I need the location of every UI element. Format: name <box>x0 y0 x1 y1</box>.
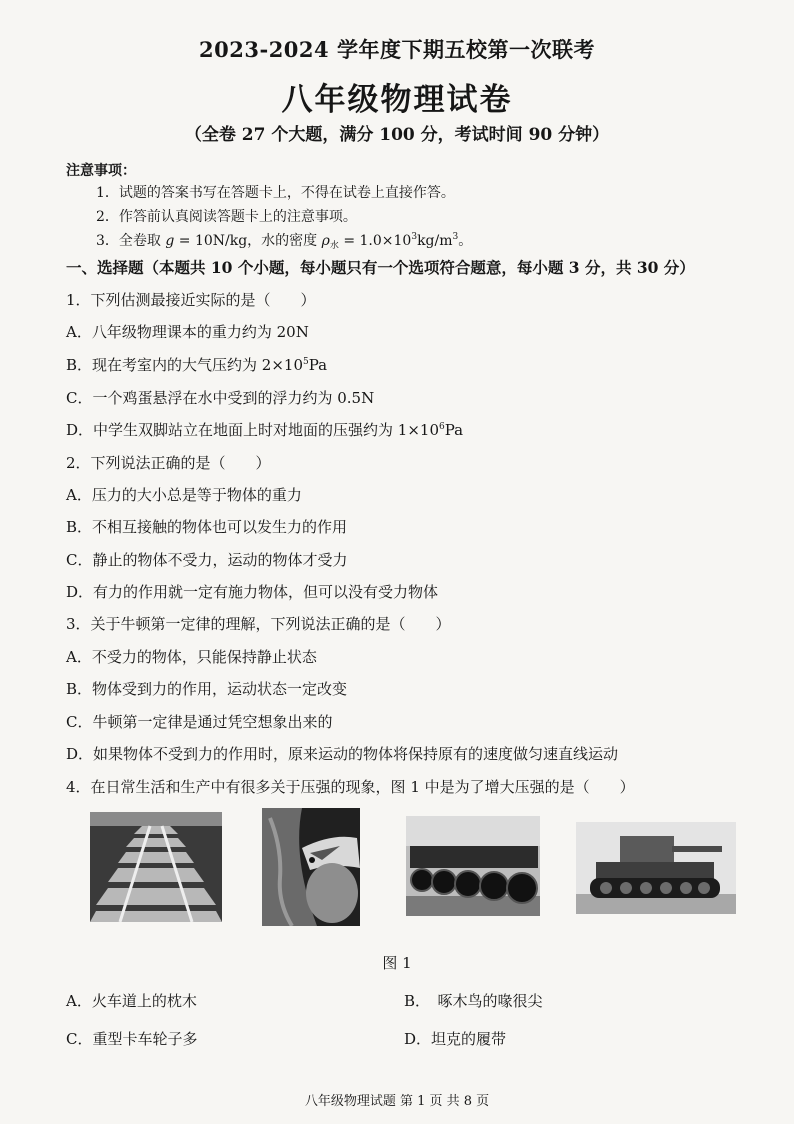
note-item-1: 1．试题的答案书写在答题卡上，不得在试卷上直接作答。 <box>96 185 455 201</box>
q3-option-a: A．不受力的物体，只能保持静止状态 <box>66 648 317 666</box>
q3-stem: 3．关于牛顿第一定律的理解，下列说法正确的是（ ） <box>66 615 451 633</box>
exam-info: （全卷 27 个大题，满分 100 分，考试时间 90 分钟） <box>184 125 610 145</box>
q4-option-c: C．重型卡车轮子多 <box>66 1030 198 1048</box>
q1-option-d <box>66 419 463 440</box>
q1-option-a: A．八年级物理课本的重力约为 20N <box>66 323 309 341</box>
rho-unit-exponent: 3 <box>452 232 459 242</box>
heavy-truck-image <box>406 816 540 916</box>
railway-sleepers-image <box>90 812 222 922</box>
woodpecker-icon <box>262 808 360 926</box>
q2-option-c: C．静止的物体不受力，运动的物体才受力 <box>66 551 348 569</box>
notes-title: 注意事项： <box>66 163 136 179</box>
q4-option-b: B． 啄木鸟的喙很尖 <box>404 992 543 1010</box>
rho-value: = 1.0×10 <box>338 233 412 249</box>
tank-image <box>576 822 736 914</box>
rho-symbol: ρ <box>321 233 330 249</box>
railway-sleepers-icon <box>90 812 222 922</box>
rho-unit: kg/m <box>417 233 453 249</box>
section-heading: 一、选择题（本题共 10 个小题，每小题只有一个选项符合题意，每小题 3 分，共 30 分） <box>66 258 695 277</box>
q4-option-a: A．火车道上的枕木 <box>66 992 197 1010</box>
note-item-2: 2．作答前认真阅读答题卡上的注意事项。 <box>96 209 357 225</box>
q1-stem: 1．下列估测最接近实际的是（ ） <box>66 291 316 309</box>
g-value: = 10N/kg，水的密度 <box>174 233 322 249</box>
q2-option-b: B．不相互接触的物体也可以发生力的作用 <box>66 518 348 536</box>
q1-option-b <box>66 354 327 375</box>
q1-b-unit: Pa <box>308 356 328 374</box>
q2-option-a: A．压力的大小总是等于物体的重力 <box>66 486 302 504</box>
q1-d-exponent: 6 <box>439 422 445 432</box>
q4-option-d: D．坦克的履带 <box>404 1030 507 1048</box>
q3-option-c: C．牛顿第一定律是通过凭空想象出来的 <box>66 713 333 731</box>
note-item-3 <box>96 230 472 250</box>
q4-stem: 4．在日常生活和生产中有很多关于压强的现象，图 1 中是为了增大压强的是（ ） <box>66 778 635 796</box>
q1-d-unit: Pa <box>444 421 464 439</box>
g-symbol: g <box>165 233 175 249</box>
q1-b-exponent: 5 <box>303 357 309 367</box>
note3-end: 。 <box>458 233 473 249</box>
rho-exponent: 3 <box>411 232 418 242</box>
woodpecker-image <box>262 808 360 926</box>
tank-icon <box>576 822 736 914</box>
q1-d-text: D．中学生双脚站立在地面上时对地面的压强约为 1×10 <box>66 421 439 439</box>
q2-stem: 2．下列说法正确的是（ ） <box>66 454 271 472</box>
paper-title: 八年级物理试卷 <box>281 82 513 118</box>
page-footer: 八年级物理试题 第 1 页 共 8 页 <box>304 1094 490 1109</box>
q3-option-d: D．如果物体不受到力的作用时，原来运动的物体将保持原有的速度做匀速直线运动 <box>66 745 619 763</box>
exam-title: 2023-2024 学年度下期五校第一次联考 <box>199 37 595 62</box>
q1-b-text: B．现在考室内的大气压约为 2×10 <box>66 356 303 374</box>
q3-option-b: B．物体受到力的作用，运动状态一定改变 <box>66 680 348 698</box>
q1-option-c: C．一个鸡蛋悬浮在水中受到的浮力约为 0.5N <box>66 389 375 407</box>
heavy-truck-icon <box>406 816 540 916</box>
figure-caption: 图 1 <box>382 954 412 972</box>
rho-subscript: 水 <box>329 241 339 251</box>
q2-option-d: D．有力的作用就一定有施力物体，但可以没有受力物体 <box>66 583 439 601</box>
note3-prefix: 3．全卷取 <box>96 233 166 249</box>
